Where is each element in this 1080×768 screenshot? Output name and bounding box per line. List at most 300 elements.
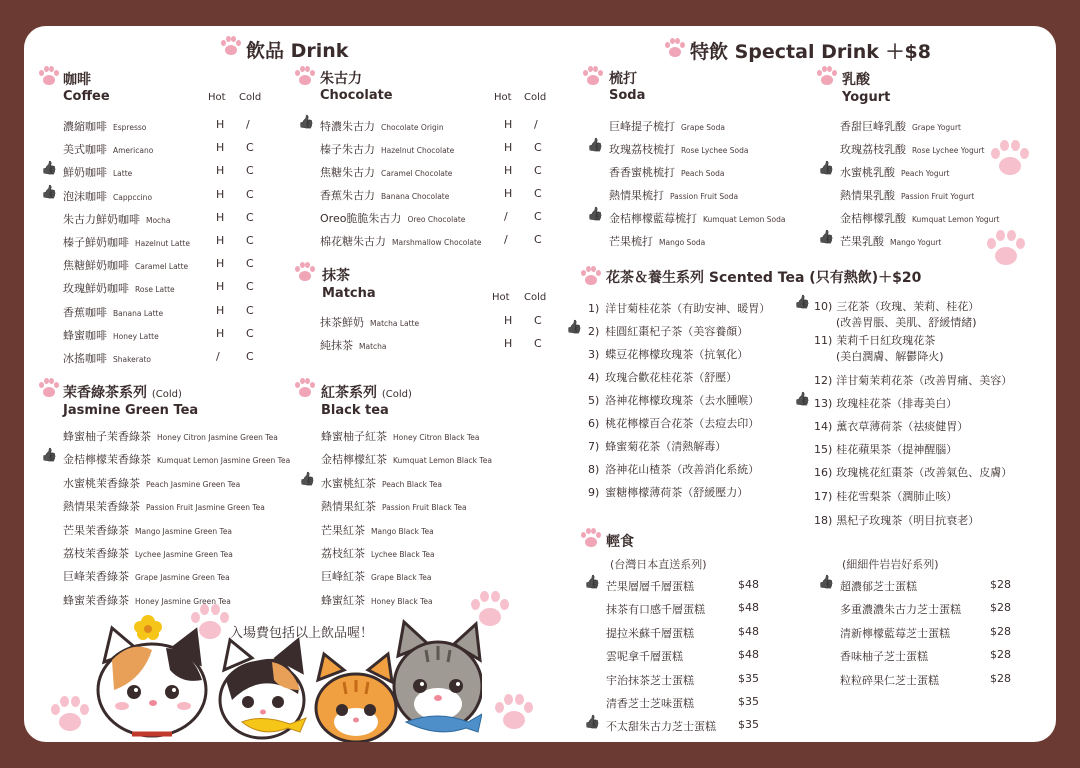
coffee-item-hot: H	[216, 280, 225, 294]
light-left-subtitle: (台灣日本直送系列)	[610, 558, 707, 571]
jasmine-item-zh: 金桔檸檬茉香綠茶	[63, 453, 151, 467]
soda-item	[609, 141, 749, 163]
thumbs-up-icon: 👍	[41, 184, 58, 200]
paw-icon	[664, 38, 686, 60]
chocolate-item-hot: H	[504, 141, 513, 154]
scented-item-number: 3)	[588, 348, 600, 361]
coffee-item	[63, 164, 132, 186]
scented-title: 花茶＆養生系列 Scented Tea (只有熱飲)＋$20	[606, 270, 922, 286]
light-item-price: $48	[738, 578, 759, 591]
yogurt-item	[840, 233, 941, 255]
thumbs-up-icon: 👍	[818, 230, 835, 245]
paw-icon	[294, 378, 316, 400]
yogurt-item	[840, 118, 961, 140]
jasmine-item	[63, 475, 240, 497]
light-item-price: $48	[738, 601, 759, 615]
scented-item	[814, 441, 957, 463]
coffee-item-hot: H	[216, 234, 225, 247]
yogurt-item	[840, 141, 985, 163]
scented-item-number: 10)	[814, 300, 833, 313]
scented-item-text: 玫瑰桃花紅棗茶（改善氣色、皮膚）	[836, 466, 1013, 479]
coffee-item	[63, 118, 146, 140]
thumbs-up-icon: 👍	[818, 575, 835, 590]
jasmine-item-zh: 水蜜桃茉香綠茶	[63, 476, 140, 490]
matcha-item-en: Matcha Latte	[370, 319, 420, 328]
coffee-item-en: Rose Latte	[135, 285, 175, 295]
light-item-price: $28	[990, 578, 1011, 591]
scented-item-number: 12)	[814, 374, 833, 387]
soda-item-en: Grape Soda	[681, 123, 725, 132]
blacktea-item-en: Honey Black Tea	[371, 596, 433, 606]
coffee-item-en: Banana Latte	[113, 308, 164, 318]
light-right-subtitle: (細細件岩岩好系列)	[842, 558, 939, 571]
matcha-title-en: Matcha	[322, 286, 376, 301]
light-item-name: 香味柚子芝士蛋糕	[840, 650, 928, 664]
jasmine-item-zh: 巨峰茉香綠茶	[63, 570, 129, 584]
coffee-item-zh: 美式咖啡	[63, 143, 107, 157]
jasmine-item-en: Passion Fruit Jasmine Green Tea	[146, 503, 265, 513]
jasmine-item	[63, 592, 231, 614]
paw-icon	[990, 140, 1030, 180]
coffee-item	[63, 257, 188, 279]
coffee-item-cold: C	[246, 350, 254, 363]
matcha-cold-header: Cold	[524, 292, 547, 303]
matcha-hot-header: Hot	[492, 292, 510, 303]
coffee-item-hot: H	[216, 118, 225, 131]
coffee-item-cold: C	[246, 326, 254, 340]
soda-item-en: Peach Soda	[681, 169, 725, 178]
soda-item	[609, 210, 785, 232]
jasmine-item	[63, 522, 232, 544]
blacktea-item-zh: 熱情果紅茶	[321, 500, 376, 514]
coffee-title-zh: 咖啡	[63, 72, 91, 88]
paw-icon	[816, 66, 838, 88]
coffee-item-hot: H	[216, 303, 225, 317]
grey-tabby-cat-icon	[394, 622, 482, 732]
thumbs-up-icon: 👍	[41, 448, 58, 464]
scented-item-text: 玫瑰桂花茶（排毒美白）	[836, 397, 958, 410]
soda-item-zh: 香香蜜桃梳打	[609, 166, 675, 179]
orange-cat-icon	[316, 654, 396, 742]
coffee-item-hot: H	[216, 257, 225, 271]
jasmine-item-en: Honey Jasmine Green Tea	[135, 596, 231, 606]
chocolate-item-zh: 香蕉朱古力	[320, 189, 375, 202]
chocolate-item	[320, 141, 454, 163]
soda-item-en: Mango Soda	[659, 238, 706, 247]
jasmine-item-en: Mango Jasmine Green Tea	[135, 526, 233, 536]
light-item-name: 宇治抹茶芝士蛋糕	[606, 673, 694, 687]
flower-icon	[134, 615, 162, 640]
chocolate-item	[320, 164, 452, 186]
thumbs-up-icon: 👍	[587, 207, 604, 222]
light-item-name: 抹茶有口感千層蛋糕	[606, 603, 705, 617]
coffee-item-hot: H	[216, 210, 225, 224]
coffee-item-cold: C	[246, 141, 254, 155]
scented-item-text: 洛神花檸檬玫瑰茶（去水腫喉）	[605, 394, 760, 407]
scented-item-number: 16)	[814, 466, 833, 479]
light-item-name: 清新檸檬藍莓芝士蛋糕	[840, 626, 950, 640]
drink-title: 飲品 Drink	[246, 40, 349, 62]
blacktea-item	[321, 545, 435, 567]
chocolate-item-en: Marshmallow Chocolate	[392, 238, 482, 247]
matcha-item-hot: H	[504, 337, 513, 350]
yogurt-item-en: Passion Fruit Yogurt	[901, 192, 975, 201]
chocolate-item-hot: /	[504, 233, 508, 246]
scented-item	[814, 464, 1012, 486]
jasmine-item-zh: 荔枝茉香綠茶	[63, 547, 129, 560]
matcha-item-en: Matcha	[359, 342, 387, 351]
light-item-name: 提拉米蘇千層蛋糕	[606, 626, 694, 640]
scented-item-text: 桂花雪梨茶（潤肺止咳）	[836, 490, 958, 503]
calico-cat-icon	[98, 628, 206, 736]
scented-item-text: 洋甘菊茉莉花茶（改善胃痛、美容）	[836, 374, 1013, 387]
jasmine-item-en: Peach Jasmine Green Tea	[146, 479, 241, 489]
scented-item-subnote: (改善胃脹、美肌、舒緩情緒)	[836, 316, 977, 329]
yogurt-item-en: Peach Yogurt	[901, 169, 950, 178]
blacktea-item-en: Lychee Black Tea	[371, 550, 435, 559]
coffee-item-cold: C	[246, 210, 254, 224]
thumbs-up-icon: 👍	[299, 471, 316, 487]
cats-illustration	[92, 610, 482, 742]
chocolate-item-cold: C	[534, 164, 542, 177]
soda-item-zh: 金桔檸檬藍莓梳打	[609, 212, 697, 225]
scented-item-text: 三花茶（玫瑰、茉莉、桂花）	[836, 300, 980, 313]
coffee-item-en: Mocha	[146, 215, 171, 225]
scented-item-text: 桂圓紅棗杞子茶（美容養顏）	[605, 325, 749, 338]
jasmine-title-en: Jasmine Green Tea	[63, 403, 199, 418]
coffee-item-cold: C	[246, 234, 254, 247]
light-item-price: $48	[738, 648, 759, 662]
coffee-item	[63, 304, 163, 326]
scented-item-number: 17)	[814, 490, 833, 503]
scented-item-text: 茉莉千日紅玫瑰花茶	[836, 334, 936, 347]
yogurt-item-en: Grape Yogurt	[912, 123, 961, 132]
coffee-item-zh: 冰搖咖啡	[63, 352, 107, 365]
light-item-name: 不太甜朱古力芝士蛋糕	[606, 720, 716, 734]
chocolate-item-cold: /	[534, 118, 538, 131]
light-item-name: 芒果層層千層蛋糕	[606, 580, 694, 593]
yogurt-item-en: Rose Lychee Yogurt	[912, 146, 985, 155]
paw-icon	[580, 266, 602, 288]
thumbs-up-icon: 👍	[584, 575, 601, 590]
scented-item	[588, 415, 759, 437]
light-item-price: $28	[990, 648, 1011, 662]
scented-item	[588, 438, 726, 460]
scented-item-number: 4)	[588, 371, 600, 384]
chocolate-item-hot: H	[504, 118, 513, 131]
coffee-item-en: Caramel Latte	[135, 262, 189, 272]
jasmine-item-zh: 蜂蜜柚子茉香綠茶	[63, 430, 151, 443]
blacktea-item-zh: 金桔檸檬紅茶	[321, 453, 387, 467]
matcha-item-cold: C	[534, 337, 542, 350]
chocolate-item-zh: 焦糖朱古力	[320, 166, 375, 179]
paw-icon	[294, 66, 316, 88]
coffee-item	[63, 280, 175, 302]
blacktea-item-en: Peach Black Tea	[382, 479, 442, 489]
yogurt-item-zh: 香甜巨峰乳酸	[840, 120, 906, 133]
scented-item-number: 7)	[588, 440, 600, 453]
jasmine-item	[63, 428, 278, 450]
blacktea-item	[321, 568, 431, 590]
coffee-item	[63, 350, 151, 372]
blacktea-item-en: Honey Citron Black Tea	[393, 433, 480, 442]
yogurt-item	[840, 210, 999, 232]
scented-item-text: 蝶豆花檸檬玫瑰茶（抗氧化）	[605, 348, 749, 361]
coffee-item-hot: /	[216, 350, 220, 363]
scented-item-number: 14)	[814, 420, 833, 433]
coffee-item-zh: 泡沫咖啡	[63, 189, 107, 203]
coffee-item-hot: H	[216, 326, 225, 340]
blacktea-item	[321, 475, 442, 497]
light-title: 輕食	[606, 534, 634, 550]
coffee-item-zh: 朱古力鮮奶咖啡	[63, 212, 140, 226]
scented-item-number: 2)	[588, 325, 600, 338]
chocolate-item	[320, 118, 444, 140]
coffee-title-en: Coffee	[63, 89, 110, 104]
paw-icon	[580, 528, 602, 550]
chocolate-item	[320, 187, 449, 209]
matcha-item	[320, 337, 386, 359]
coffee-item	[63, 327, 159, 349]
scented-item-number: 18)	[814, 514, 833, 527]
chocolate-item-zh: 棉花糖朱古力	[320, 235, 386, 248]
scented-item-number: 11)	[814, 334, 833, 347]
chocolate-item-cold: C	[534, 233, 542, 246]
soda-item	[609, 233, 705, 255]
coffee-item-cold: C	[246, 257, 254, 271]
coffee-item-hot: H	[216, 164, 225, 178]
coffee-item-zh: 焦糖鮮奶咖啡	[63, 259, 129, 273]
soda-item	[609, 164, 724, 186]
jasmine-title-zh: 茉香綠茶系列 (Cold)	[63, 385, 182, 401]
chocolate-cold-header: Cold	[524, 92, 547, 103]
scented-item-number: 8)	[588, 463, 600, 476]
scented-item	[588, 346, 748, 368]
jasmine-item-en: Honey Citron Jasmine Green Tea	[157, 433, 278, 442]
matcha-item-cold: C	[534, 314, 542, 327]
chocolate-item-zh: 榛子朱古力	[320, 143, 375, 156]
matcha-item	[320, 314, 419, 336]
light-item-price: $28	[990, 671, 1011, 685]
thumbs-up-icon: 👍	[584, 715, 601, 731]
coffee-item-zh: 香蕉咖啡	[63, 305, 107, 319]
soda-title-zh: 梳打	[609, 71, 637, 87]
scented-item	[588, 300, 770, 322]
yogurt-title-en: Yogurt	[842, 90, 891, 105]
light-item-price: $48	[738, 624, 759, 638]
blacktea-item-zh: 荔枝紅茶	[321, 547, 365, 560]
thumbs-up-icon: 👍	[41, 161, 58, 177]
light-item-name: 粒粒碎果仁芝士蛋糕	[840, 673, 939, 687]
coffee-item-en: Honey Latte	[113, 331, 159, 341]
scented-item-text: 洛神花山楂茶（改善消化系統）	[605, 463, 760, 476]
scented-item	[814, 372, 1012, 394]
coffee-hot-header: Hot	[208, 92, 226, 103]
blacktea-item	[321, 522, 434, 544]
chocolate-item-hot: H	[504, 164, 513, 177]
soda-title-en: Soda	[609, 88, 646, 103]
chocolate-item-en: Oreo Chocolate	[407, 215, 466, 224]
coffee-item-zh: 榛子鮮奶咖啡	[63, 236, 129, 249]
light-item-name: 清香芝士芝味蛋糕	[606, 697, 694, 710]
light-item-price: $35	[738, 718, 759, 732]
chocolate-item-en: Banana Chocolate	[381, 192, 450, 201]
soda-item-zh: 巨峰提子梳打	[609, 120, 675, 133]
coffee-item-en: Americano	[113, 146, 154, 156]
blacktea-item-zh: 巨峰紅茶	[321, 570, 365, 584]
scented-item-number: 6)	[588, 417, 600, 430]
coffee-cold-header: Cold	[239, 92, 262, 103]
blacktea-item	[321, 428, 480, 450]
jasmine-item	[63, 545, 233, 567]
chocolate-item-en: Chocolate Origin	[381, 123, 444, 132]
special-title: 特飲 Spectal Drink ＋$8	[690, 41, 931, 63]
coffee-item-cold: C	[246, 164, 254, 178]
blacktea-item-zh: 蜂蜜柚子紅茶	[321, 430, 387, 443]
jasmine-item-zh: 蜂蜜茉香綠茶	[63, 593, 129, 607]
jasmine-item-en: Grape Jasmine Green Tea	[135, 573, 230, 583]
light-item-name: 多重濃濃朱古力芝士蛋糕	[840, 603, 961, 617]
light-item-price: $35	[738, 695, 759, 708]
chocolate-item	[320, 233, 482, 255]
blacktea-item	[321, 592, 433, 614]
soda-item	[609, 118, 725, 140]
jasmine-item	[63, 498, 265, 520]
coffee-item	[63, 234, 190, 256]
yogurt-item-zh: 玫瑰荔枝乳酸	[840, 143, 906, 156]
coffee-item	[63, 211, 171, 233]
scented-item-text: 蜜糖檸檬薄荷茶（舒緩壓力）	[605, 486, 749, 499]
yogurt-item-zh: 金桔檸檬乳酸	[840, 212, 906, 225]
thumbs-up-icon: 👍	[566, 320, 583, 335]
jasmine-item-zh: 熱情果茉香綠茶	[63, 500, 140, 514]
scented-item-text: 薰衣草薄荷茶（祛痰健胃）	[836, 420, 969, 433]
blacktea-title-en: Black tea	[321, 403, 389, 418]
chocolate-item-hot: /	[504, 210, 508, 223]
soda-item-zh: 玫瑰荔枝梳打	[609, 143, 675, 156]
coffee-item-zh: 蜂蜜咖啡	[63, 328, 107, 342]
soda-item-zh: 芒果梳打	[609, 235, 653, 248]
light-item-price: $28	[990, 601, 1011, 615]
coffee-item-cold: C	[246, 280, 254, 294]
chocolate-item-en: Caramel Chocolate	[381, 169, 453, 178]
coffee-item-hot: H	[216, 141, 225, 155]
chocolate-item-zh: Oreo脆脆朱古力	[320, 212, 402, 225]
coffee-item-en: Hazelnut Latte	[135, 239, 190, 248]
chocolate-title-en: Chocolate	[320, 88, 393, 103]
blacktea-item-en: Kumquat Lemon Black Tea	[393, 456, 492, 466]
blacktea-item-en: Mango Black Tea	[371, 526, 434, 536]
coffee-item-zh: 玫瑰鮮奶咖啡	[63, 282, 129, 296]
paw-icon	[38, 378, 60, 400]
jasmine-item	[63, 568, 230, 590]
scented-item-text: 玫瑰合歡花桂花茶（舒壓）	[605, 371, 738, 384]
yogurt-item	[840, 187, 974, 209]
coffee-item	[63, 141, 153, 163]
soda-item-en: Passion Fruit Soda	[670, 192, 739, 201]
blacktea-item-en: Grape Black Tea	[371, 573, 432, 583]
paw-icon	[38, 66, 60, 88]
matcha-title-zh: 抹茶	[322, 268, 350, 284]
jasmine-item-en: Kumquat Lemon Jasmine Green Tea	[157, 456, 291, 466]
chocolate-item-cold: C	[534, 187, 542, 200]
thumbs-up-icon: 👍	[587, 138, 604, 153]
paw-icon	[582, 66, 604, 88]
coffee-item	[63, 188, 152, 210]
chocolate-item	[320, 210, 465, 232]
paw-icon	[50, 696, 90, 736]
light-item-name: 雲呢拿千層蛋糕	[606, 650, 683, 664]
scented-item-text: 黑杞子玫瑰茶（明目抗衰老）	[836, 514, 980, 527]
scented-item	[588, 323, 748, 345]
matcha-item-zh: 抹茶鮮奶	[320, 316, 364, 329]
coffee-item-en: Espresso	[113, 123, 147, 132]
coffee-item-en: Shakerato	[113, 355, 152, 364]
scented-item	[588, 392, 759, 414]
chocolate-item-hot: H	[504, 187, 513, 200]
tuxedo-cat-icon	[220, 640, 306, 738]
coffee-item-cold: C	[246, 303, 254, 317]
yogurt-item-en: Kumquat Lemon Yogurt	[912, 215, 1000, 224]
chocolate-item-cold: C	[534, 210, 542, 223]
yogurt-title-zh: 乳酸	[842, 72, 870, 88]
light-item-price: $35	[738, 671, 759, 685]
light-item-name: 超濃郁芝士蛋糕	[840, 580, 917, 593]
scented-item	[588, 369, 737, 391]
menu-card	[24, 26, 1056, 742]
scented-item-subnote: (美白潤膚、解鬱降火)	[836, 350, 944, 363]
jasmine-item-zh: 芒果茉香綠茶	[63, 523, 129, 537]
coffee-item-cold: C	[246, 187, 254, 201]
scented-item-number: 9)	[588, 486, 600, 499]
blacktea-item	[321, 451, 492, 473]
paw-icon	[986, 230, 1026, 270]
yogurt-item-zh: 芒果乳酸	[840, 235, 884, 248]
blacktea-item-zh: 芒果紅茶	[321, 523, 365, 537]
chocolate-item-cold: C	[534, 141, 542, 154]
scented-item	[814, 488, 957, 510]
scented-item-text: 蜂蜜菊花茶（清熱解毒）	[605, 440, 727, 453]
chocolate-hot-header: Hot	[494, 92, 512, 103]
paw-icon	[220, 36, 242, 58]
scented-item-text: 洋甘菊桂花茶（有助安神、暖胃）	[605, 302, 771, 315]
blacktea-item-en: Passion Fruit Black Tea	[382, 503, 467, 513]
scented-item-number: 13)	[814, 397, 833, 410]
coffee-item-en: Cappccino	[113, 192, 153, 202]
scented-item	[814, 512, 979, 534]
blacktea-item-zh: 水蜜桃紅茶	[321, 476, 376, 490]
scented-item	[588, 484, 748, 506]
paw-icon	[494, 694, 534, 734]
scented-item-number: 15)	[814, 443, 833, 456]
chocolate-item-en: Hazelnut Chocolate	[381, 146, 455, 155]
thumbs-up-icon: 👍	[818, 161, 835, 176]
chocolate-item-zh: 特濃朱古力	[320, 120, 375, 133]
thumbs-up-icon: 👍	[794, 295, 811, 310]
jasmine-item	[63, 451, 290, 473]
soda-item-zh: 熱情果梳打	[609, 189, 664, 202]
entrance-note: 入場費包括以上飲品喔！	[230, 626, 374, 641]
coffee-item-zh: 濃縮咖啡	[63, 120, 107, 133]
yogurt-item-zh: 水蜜桃乳酸	[840, 166, 895, 179]
jasmine-item-en: Lychee Jasmine Green Tea	[135, 550, 233, 559]
coffee-item-cold: /	[246, 118, 250, 131]
thumbs-up-icon: 👍	[794, 392, 811, 407]
soda-item-en: Rose Lychee Soda	[681, 146, 749, 155]
yogurt-item-en: Mango Yogurt	[890, 238, 942, 247]
blacktea-item-zh: 蜂蜜紅茶	[321, 593, 365, 607]
coffee-item-zh: 鮮奶咖啡	[63, 166, 107, 180]
